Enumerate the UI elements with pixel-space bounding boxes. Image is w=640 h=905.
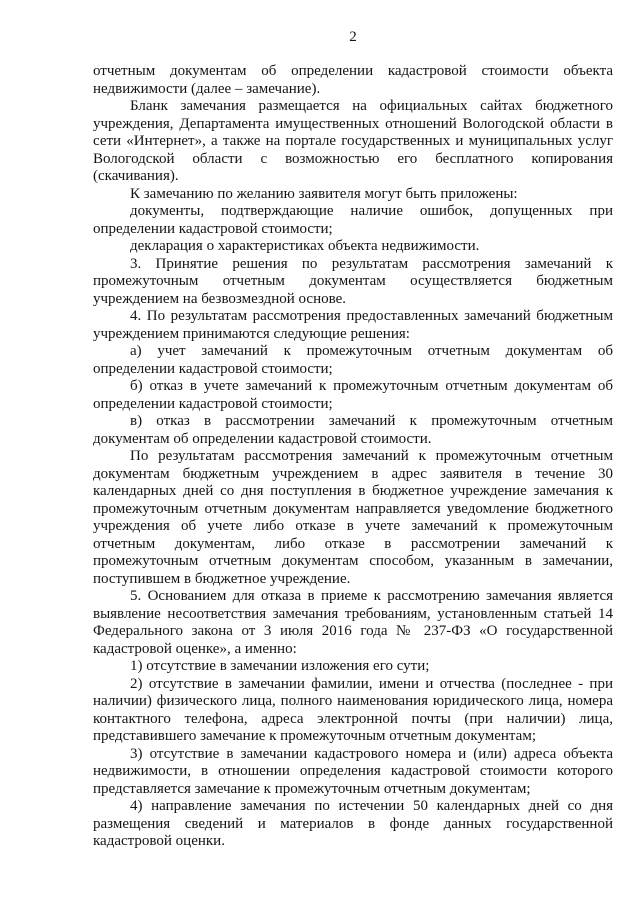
- paragraph-form-placement: [93, 98, 613, 186]
- text-line: контактного телефона, адреса электронной почты (при наличии) лица,: [93, 710, 613, 727]
- text-line: Вологодской области с возможностью его бесплатного копирования: [93, 150, 613, 167]
- clause-5: [93, 588, 613, 658]
- text-line: 1) отсутствие в замечании изложения его сути;: [130, 658, 430, 674]
- text-line: декларация о характеристиках объекта недвижимости.: [130, 238, 480, 254]
- paragraph-notification: [93, 448, 613, 588]
- paragraph-continuation: [93, 63, 613, 98]
- text-line: сети «Интернет», а также на портале государственных и муниципальных услуг: [93, 133, 613, 149]
- text-line: календарных дней со дня поступления в бюджетное учреждение замечания к: [93, 483, 613, 499]
- text-line: (скачивания).: [93, 168, 179, 184]
- text-line: недвижимости (далее – замечание).: [93, 80, 321, 97]
- text-line: размещения сведений и материалов в фонде данных государственной: [93, 815, 613, 832]
- text-line: кадастровой оценке», а именно:: [93, 640, 297, 657]
- text-line: 4. По результатам рассмотрения предоставленных замечаний бюджетным: [130, 308, 613, 324]
- text-line: 3. Принятие решения по результатам рассмотрения замечаний к: [130, 255, 613, 272]
- text-line: определении кадастровой стоимости;: [93, 360, 333, 377]
- text-line: 4) направление замечания по истечении 50 календарных дней со дня: [130, 798, 613, 814]
- text-line: промежуточным отчетным документам направляется уведомление бюджетного: [93, 500, 613, 517]
- text-line: учреждения, Департамента имущественных отношений Вологодской области в: [93, 115, 613, 132]
- text-line: наличии) физического лица, полного наименования юридического лица, номера: [93, 693, 613, 709]
- text-line: 5. Основанием для отказа в приеме к рассмотрению замечания является: [130, 588, 613, 604]
- decision-c: [93, 413, 613, 448]
- clause-3: [93, 256, 613, 309]
- decision-a: [93, 343, 613, 378]
- list-item-declaration: [93, 238, 613, 256]
- text-line: в) отказ в рассмотрении замечаний к промежуточным отчетным: [130, 413, 613, 429]
- text-line: документам бюджетным учреждением в адрес заявителя в течение 30: [93, 465, 613, 482]
- paragraph-attachments-intro: [93, 186, 613, 204]
- ground-1: [93, 658, 613, 676]
- page-number: 2: [349, 29, 357, 45]
- text-line: учреждением принимаются следующие решения:: [93, 325, 410, 342]
- text-line: поступившем в бюджетное учреждение.: [93, 570, 351, 587]
- text-line: учреждением на безвозмездной основе.: [93, 290, 347, 307]
- ground-3: [93, 746, 613, 799]
- text-line: 3) отсутствие в замечании кадастрового номера и (или) адреса объекта: [130, 745, 613, 762]
- document-body: [93, 63, 613, 851]
- text-line: определении кадастровой стоимости;: [93, 395, 333, 412]
- text-line: отчетным документам, либо отказе в рассмотрении замечаний к: [93, 535, 613, 552]
- text-line: документам об определении кадастровой стоимости.: [93, 430, 432, 447]
- text-line: определении кадастровой стоимости;: [93, 220, 333, 237]
- list-item-documents: [93, 203, 613, 238]
- text-line: промежуточным отчетным документам осуществляется бюджетным: [93, 273, 613, 289]
- text-line: документы, подтверждающие наличие ошибок, допущенных при: [130, 203, 613, 219]
- text-line: Бланк замечания размещается на официальных сайтах бюджетного: [130, 98, 613, 114]
- text-line: Федерального закона от 3 июля 2016 года № 237-ФЗ «О государственной: [93, 623, 613, 639]
- text-line: По результатам рассмотрения замечаний к промежуточным отчетным: [130, 448, 613, 464]
- text-line: б) отказ в учете замечаний к промежуточным отчетным документам об: [130, 378, 613, 394]
- text-line: 2) отсутствие в замечании фамилии, имени и отчества (последнее - при: [130, 675, 613, 692]
- text-line: представившего замечание к промежуточным отчетным документам;: [93, 728, 536, 744]
- text-line: отчетным документам об определении кадастровой стоимости объекта: [93, 63, 613, 79]
- text-line: недвижимости, в отношении определения кадастровой стоимости которого: [93, 763, 613, 779]
- text-line: К замечанию по желанию заявителя могут быть приложены:: [130, 185, 518, 202]
- ground-2: [93, 676, 613, 746]
- decision-b: [93, 378, 613, 413]
- text-line: промежуточным отчетным документам способом, указанным в замечании,: [93, 553, 613, 569]
- ground-4: [93, 798, 613, 851]
- text-line: а) учет замечаний к промежуточным отчетным документам об: [130, 343, 613, 359]
- text-line: кадастровой оценки.: [93, 833, 225, 849]
- text-line: выявление несоответствия замечания требованиям, установленным статьей 14: [93, 605, 613, 622]
- text-line: учреждения об учете либо отказе в учете замечаний к промежуточным: [93, 518, 613, 534]
- clause-4: [93, 308, 613, 343]
- text-line: представляется замечание к промежуточным отчетным документам;: [93, 780, 531, 797]
